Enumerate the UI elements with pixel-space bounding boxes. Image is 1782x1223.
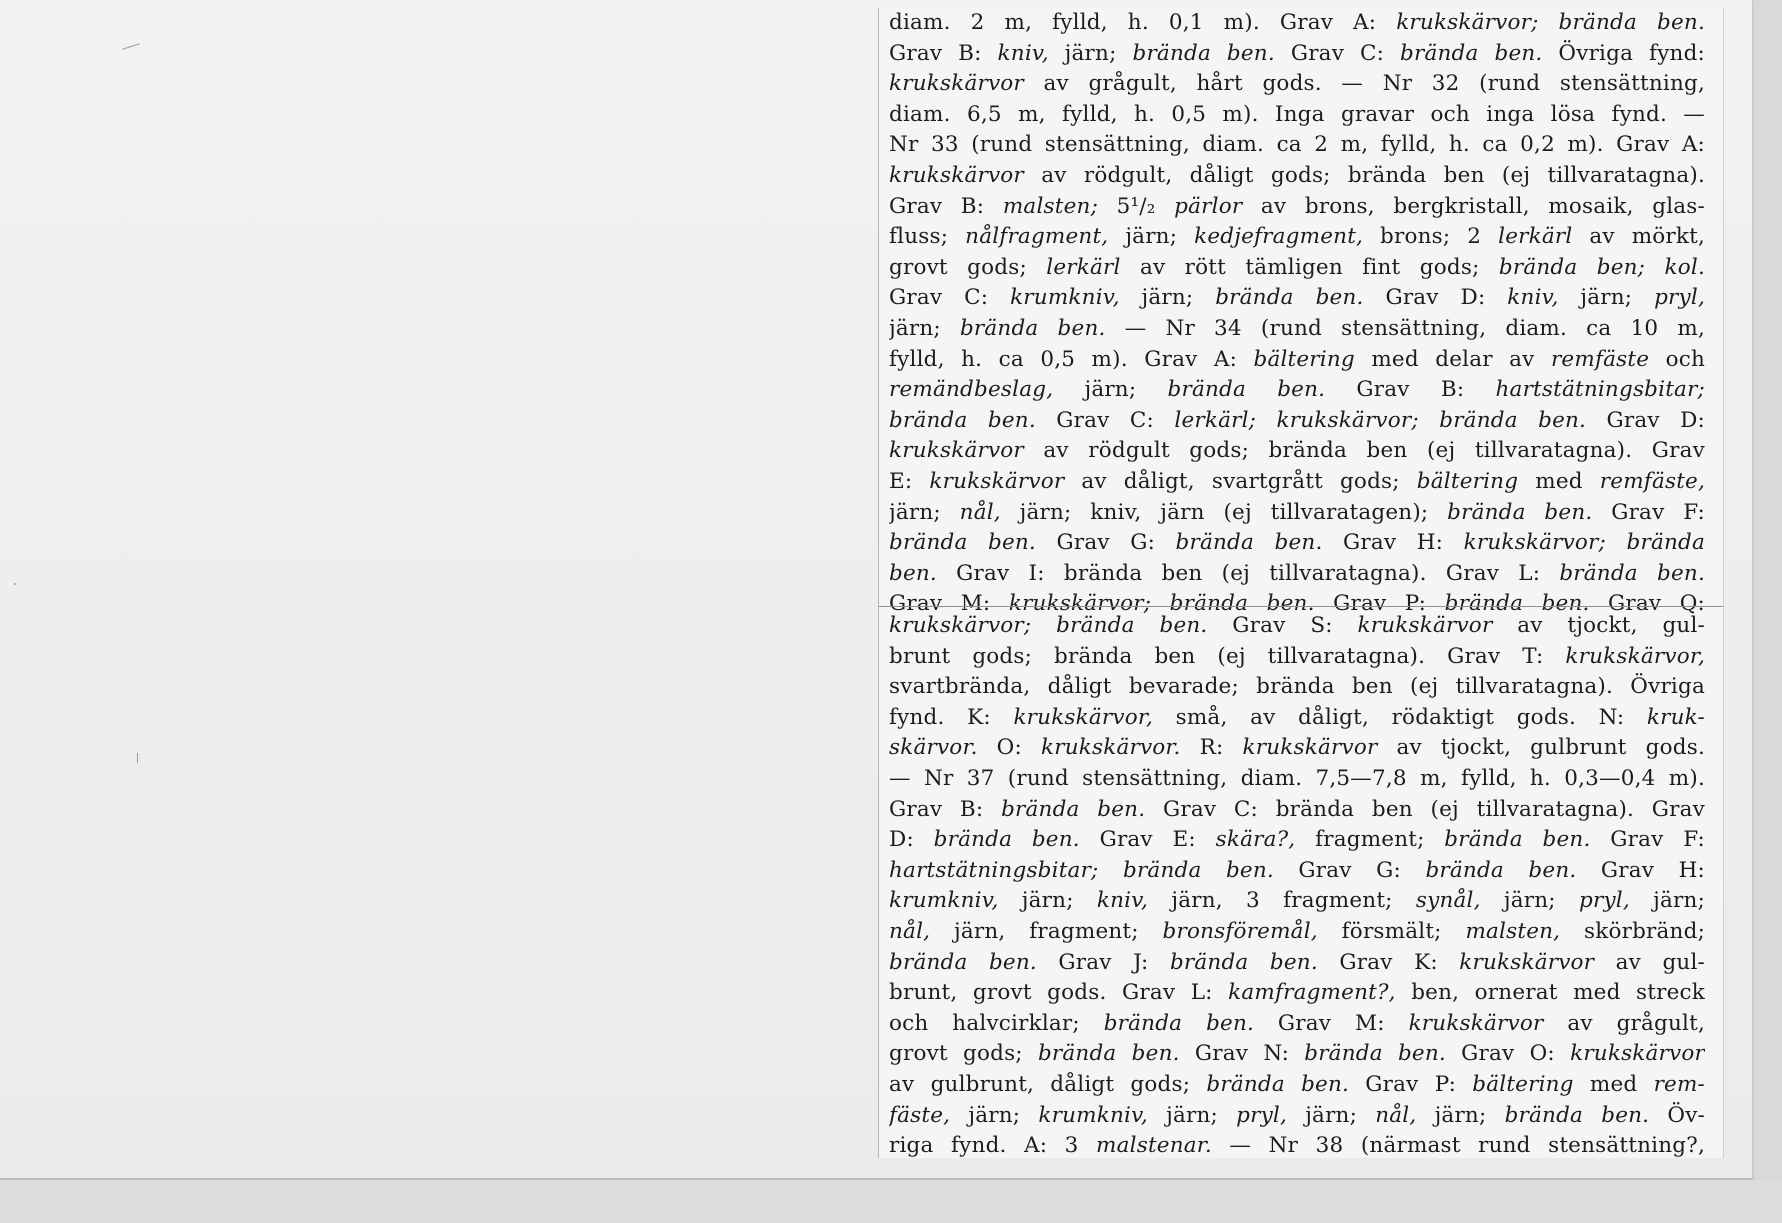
- text-line: brunt gods; brända ben (ej tillvaratagna). Grav T: krukskärvor,: [889, 643, 1705, 669]
- text-clipping: [878, 8, 1724, 1158]
- text-line: krukskärvor av grågult, hårt gods. — Nr 32 (rund stensättning,: [889, 71, 1705, 97]
- text-line: diam. 6,5 m, fylld, h. 0,5 m). Inga gravar och inga lösa fynd. —: [889, 101, 1705, 127]
- text-line: svartbrända, dåligt bevarade; brända ben (ej tillvaratagna). Övriga: [889, 674, 1705, 700]
- clipping-top-column: [889, 8, 1705, 620]
- text-line: Nr 33 (rund stensättning, diam. ca 2 m, fylld, h. ca 0,2 m). Grav A:: [889, 132, 1705, 158]
- text-line: brända ben. Grav C: lerkärl; krukskärvor; brända ben. Grav D:: [889, 407, 1705, 433]
- text-line: brända ben. Grav G: brända ben. Grav H: krukskärvor; brända: [889, 530, 1705, 556]
- text-line: — Nr 37 (rund stensättning, diam. 7,5—7,8 m, fylld, h. 0,3—0,4 m).: [889, 765, 1705, 791]
- text-line: krukskärvor av rödgult, dåligt gods; brända ben (ej tillvaratagna).: [889, 162, 1705, 188]
- clipping-bottom-column: [889, 611, 1705, 1162]
- text-line: fynd. K: krukskärvor, små, av dåligt, rödaktigt gods. N: kruk-: [889, 704, 1705, 730]
- text-line: Grav B: malsten; 5¹/₂ pärlor av brons, bergkristall, mosaik, glas-: [889, 193, 1705, 219]
- pencil-mark: [122, 43, 139, 50]
- text-line: krukskärvor av rödgult gods; brända ben (ej tillvaratagna). Grav: [889, 438, 1705, 464]
- text-line: diam. 2 m, fylld, h. 0,1 m). Grav A: krukskärvor; brända ben.: [889, 10, 1705, 35]
- clipping-divider: [879, 606, 1723, 607]
- text-line: järn; nål, järn; kniv, järn (ej tillvaratagen); brända ben. Grav F:: [889, 499, 1705, 525]
- text-line: Grav B: brända ben. Grav C: brända ben (ej tillvaratagna). Grav: [889, 796, 1705, 822]
- text-line: hartstätningsbitar; brända ben. Grav G: brända ben. Grav H:: [889, 857, 1705, 883]
- text-line: Grav B: kniv, järn; brända ben. Grav C: brända ben. Övriga fynd:: [889, 40, 1705, 66]
- text-line: järn; brända ben. — Nr 34 (rund stensättning, diam. ca 10 m,: [889, 315, 1705, 341]
- text-line: fylld, h. ca 0,5 m). Grav A: bältering med delar av remfäste och: [889, 346, 1705, 372]
- text-line: Grav M: krukskärvor; brända ben. Grav P: brända ben. Grav Q:: [889, 591, 1705, 617]
- text-line: ben. Grav I: brända ben (ej tillvaratagna). Grav L: brända ben.: [889, 560, 1705, 586]
- text-line: remändbeslag, järn; brända ben. Grav B: hartstätningsbitar;: [889, 377, 1705, 403]
- text-line: fluss; nålfragment, järn; kedjefragment, brons; 2 lerkärl av mörkt,: [889, 224, 1705, 250]
- text-line: krukskärvor; brända ben. Grav S: krukskärvor av tjockt, gul-: [889, 613, 1705, 638]
- text-line: och halvcirklar; brända ben. Grav M: krukskärvor av grågult,: [889, 1010, 1705, 1036]
- text-line: grovt gods; brända ben. Grav N: brända ben. Grav O: krukskärvor: [889, 1041, 1705, 1067]
- scan-speck: [137, 753, 138, 763]
- scan-background: [0, 1180, 1782, 1223]
- text-line: riga fynd. A: 3 malstenar. — Nr 38 (närmast rund stensättning?,: [889, 1133, 1705, 1159]
- text-line: fäste, järn; krumkniv, järn; pryl, järn; nål, järn; brända ben. Öv-: [889, 1102, 1705, 1128]
- scan-speck: [14, 583, 16, 585]
- text-line: brända ben. Grav J: brända ben. Grav K: krukskärvor av gul-: [889, 949, 1705, 975]
- text-line: Grav C: krumkniv, järn; brända ben. Grav D: kniv, järn; pryl,: [889, 285, 1705, 311]
- text-line: E: krukskärvor av dåligt, svartgrått gods; bältering med remfäste,: [889, 468, 1705, 494]
- text-line: grovt gods; lerkärl av rött tämligen fint gods; brända ben; kol.: [889, 254, 1705, 280]
- text-line: krumkniv, järn; kniv, järn, 3 fragment; synål, järn; pryl, järn;: [889, 888, 1705, 914]
- text-line: D: brända ben. Grav E: skära?, fragment; brända ben. Grav F:: [889, 827, 1705, 853]
- text-line: brunt, grovt gods. Grav L: kamfragment?, ben, ornerat med streck: [889, 980, 1705, 1006]
- text-line: skärvor. O: krukskärvor. R: krukskärvor av tjockt, gulbrunt gods.: [889, 735, 1705, 761]
- text-line: nål, järn, fragment; bronsföremål, försmält; malsten, skörbränd;: [889, 918, 1705, 944]
- text-line: av gulbrunt, dåligt gods; brända ben. Grav P: bältering med rem-: [889, 1071, 1705, 1097]
